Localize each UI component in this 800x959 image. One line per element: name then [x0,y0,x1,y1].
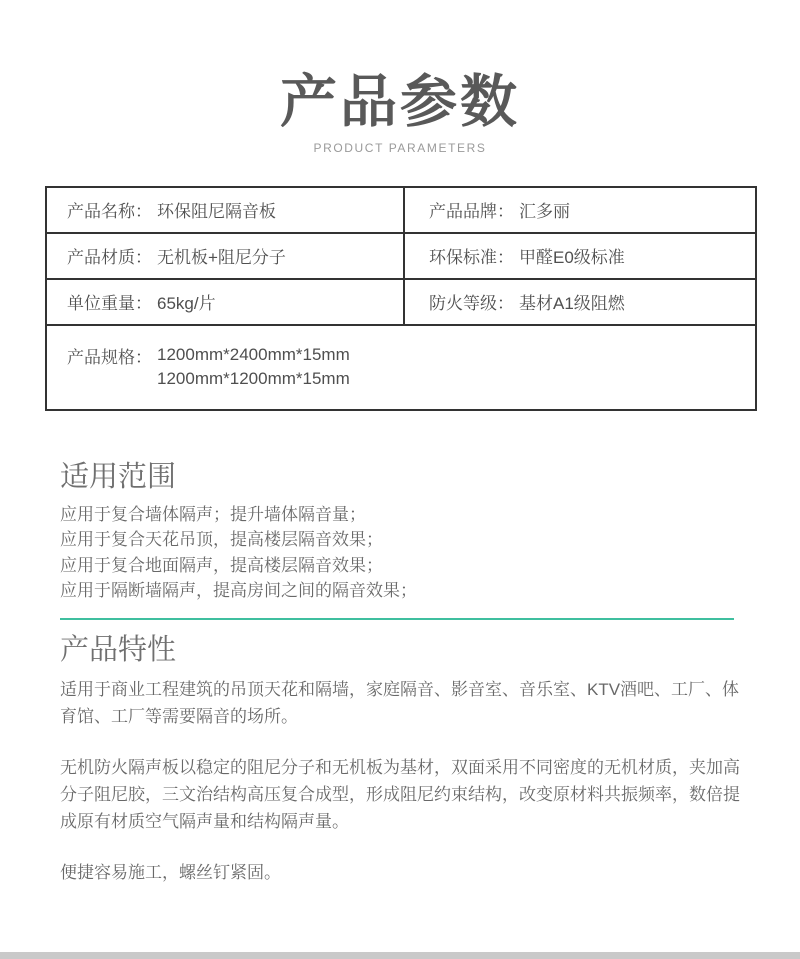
cell-value: 基材A1级阻燃 [519,294,625,314]
page-subtitle: PRODUCT PARAMETERS [313,140,487,155]
page-header [0,0,800,155]
feature-paragraph: 适用于商业工程建筑的吊顶天花和隔墙，家庭隔音、影音室、音乐室、KTV酒吧、工厂、体育馆、工厂等需要隔音的场所。 [60,679,740,726]
page-title: 产品参数 [280,70,520,134]
cell-label: 环保标准： [429,248,514,268]
spec-value-line: 1200mm*2400mm*15mm [157,344,350,364]
spec-value-line: 1200mm*1200mm*15mm [157,368,350,388]
cell-label: 产品规格： [67,347,152,367]
table-row [46,279,756,325]
application-item: 应用于复合墙体隔声；提升墙体隔音量； [60,504,366,524]
cell-unit-weight [46,279,404,325]
cell-value: 甲醛E0级标准 [519,248,625,268]
spec-values [157,343,350,391]
application-item: 应用于复合地面隔声，提高楼层隔音效果； [60,555,383,575]
cell-label: 产品材质： [67,248,152,268]
cell-value: 环保阻尼隔音板 [157,202,276,222]
table-row [46,187,756,233]
cell-label: 产品名称： [67,202,152,222]
application-section [60,460,745,604]
table-row-spec [46,325,756,410]
cell-product-spec [46,325,756,410]
cell-eco-standard [404,233,756,279]
cell-value: 汇多丽 [519,202,570,222]
product-spec-table [45,186,757,411]
application-item: 应用于隔断墙隔声，提高房间之间的隔音效果； [60,581,417,601]
application-heading: 适用范围 [60,460,177,493]
cell-label: 防火等级： [429,294,514,314]
cell-value: 无机板+阻尼分子 [157,248,286,268]
section-divider [60,618,734,620]
bottom-divider-bar [0,952,800,959]
table-row [46,233,756,279]
application-item: 应用于复合天花吊顶，提高楼层隔音效果； [60,530,383,550]
cell-product-name [46,187,404,233]
application-list [60,502,745,604]
feature-paragraph: 无机防火隔声板以稳定的阻尼分子和无机板为基材，双面采用不同密度的无机材质，夹加高分子阻尼胶，三文治结构高压复合成型，形成阻尼约束结构，改变原材料共振频率，数倍提成原有材质空气隔声量和结构隔声量。 [60,757,740,831]
cell-product-material [46,233,404,279]
features-section [60,633,745,886]
feature-paragraph: 便捷容易施工，螺丝钉紧固。 [60,862,281,882]
cell-label: 产品品牌： [429,202,514,222]
features-heading: 产品特性 [60,633,177,666]
cell-fire-rating [404,279,756,325]
cell-product-brand [404,187,756,233]
cell-label: 单位重量： [67,294,152,314]
cell-value: 65kg/片 [157,294,216,314]
